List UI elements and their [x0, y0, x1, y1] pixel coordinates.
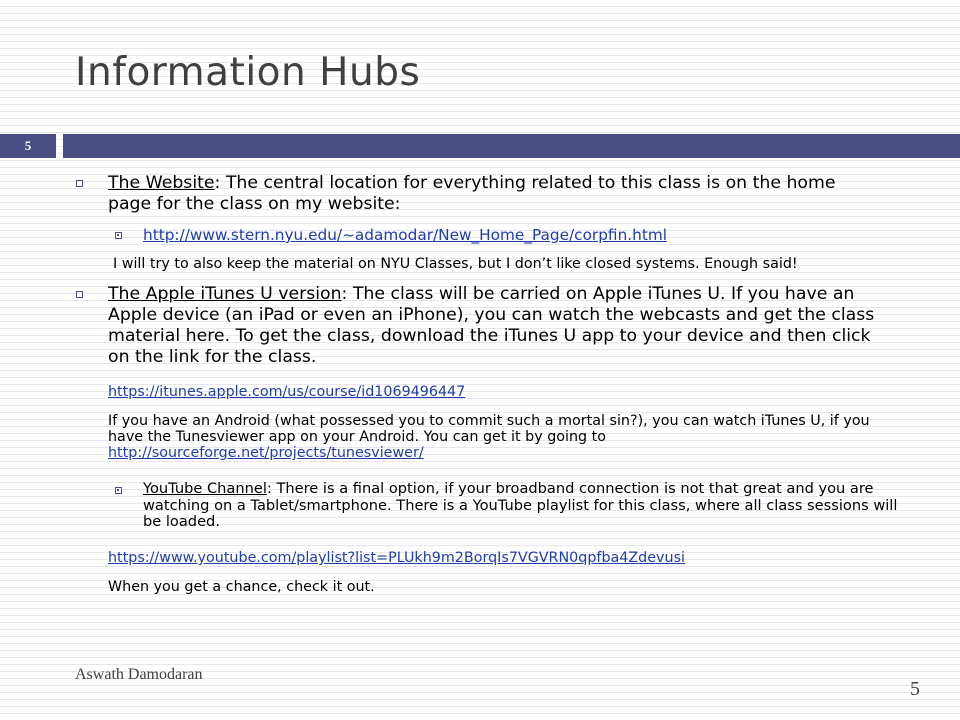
website-label: The Website — [108, 173, 215, 193]
slide-title: Information Hubs — [75, 50, 421, 95]
bullet-youtube — [143, 481, 898, 531]
itunes-url-row — [108, 384, 465, 400]
android-text: If you have an Android (what possessed you to commit such a mortal sin?), you can watch iTunes U, if you have the Tunesviewer app on your Android. You can get it by going to — [108, 413, 870, 445]
tunesviewer-url-link[interactable]: http://sourceforge.net/projects/tunesviewer/ — [108, 445, 424, 461]
title-rule-bar — [63, 134, 960, 158]
hollow-square-bullet-icon — [76, 291, 83, 298]
bullet-website — [108, 173, 878, 215]
square-bullet-icon — [115, 487, 122, 494]
website-text: : The central location for everything related to this class is on the home page for the class on my website: — [108, 173, 836, 214]
closing-note: When you get a chance, check it out. — [108, 579, 375, 595]
bullet-website-link — [143, 226, 667, 244]
bullet-itunes — [108, 284, 878, 368]
itunes-url-link[interactable]: https://itunes.apple.com/us/course/id1069496447 — [108, 384, 466, 400]
android-note — [108, 413, 898, 461]
youtube-url-row — [108, 550, 685, 566]
footer-author: Aswath Damodaran — [75, 666, 203, 683]
itunes-text: : The class will be carried on Apple iTunes U. If you have an Apple device (an iPad or even an iPhone), you can watch the webcasts and get the class material here. To get the class, download the iTunes U app to your device and then click on the link for the class. — [108, 284, 875, 367]
website-url-link[interactable]: http://www.stern.nyu.edu/~adamodar/New_Home_Page/corpfin.html — [143, 226, 667, 244]
youtube-label: YouTube Channel — [143, 480, 267, 497]
itunes-label: The Apple iTunes U version — [108, 284, 342, 304]
footer-page-number: 5 — [910, 678, 920, 700]
youtube-url-link[interactable]: https://www.youtube.com/playlist?list=PLUkh9m2BorqIs7VGVRN0qpfba4Zdevusi — [108, 550, 685, 566]
square-bullet-icon — [115, 232, 122, 239]
slide-number-badge: 5 — [0, 134, 56, 158]
website-note: I will try to also keep the material on NYU Classes, but I don’t like closed systems. Enough said! — [113, 256, 798, 272]
youtube-text: : There is a final option, if your broadband connection is not that great and you are watching on a Tablet/smartphone. There is a YouTube playlist for this class, where all class sessions will be loaded. — [143, 480, 898, 530]
hollow-square-bullet-icon — [76, 180, 83, 187]
